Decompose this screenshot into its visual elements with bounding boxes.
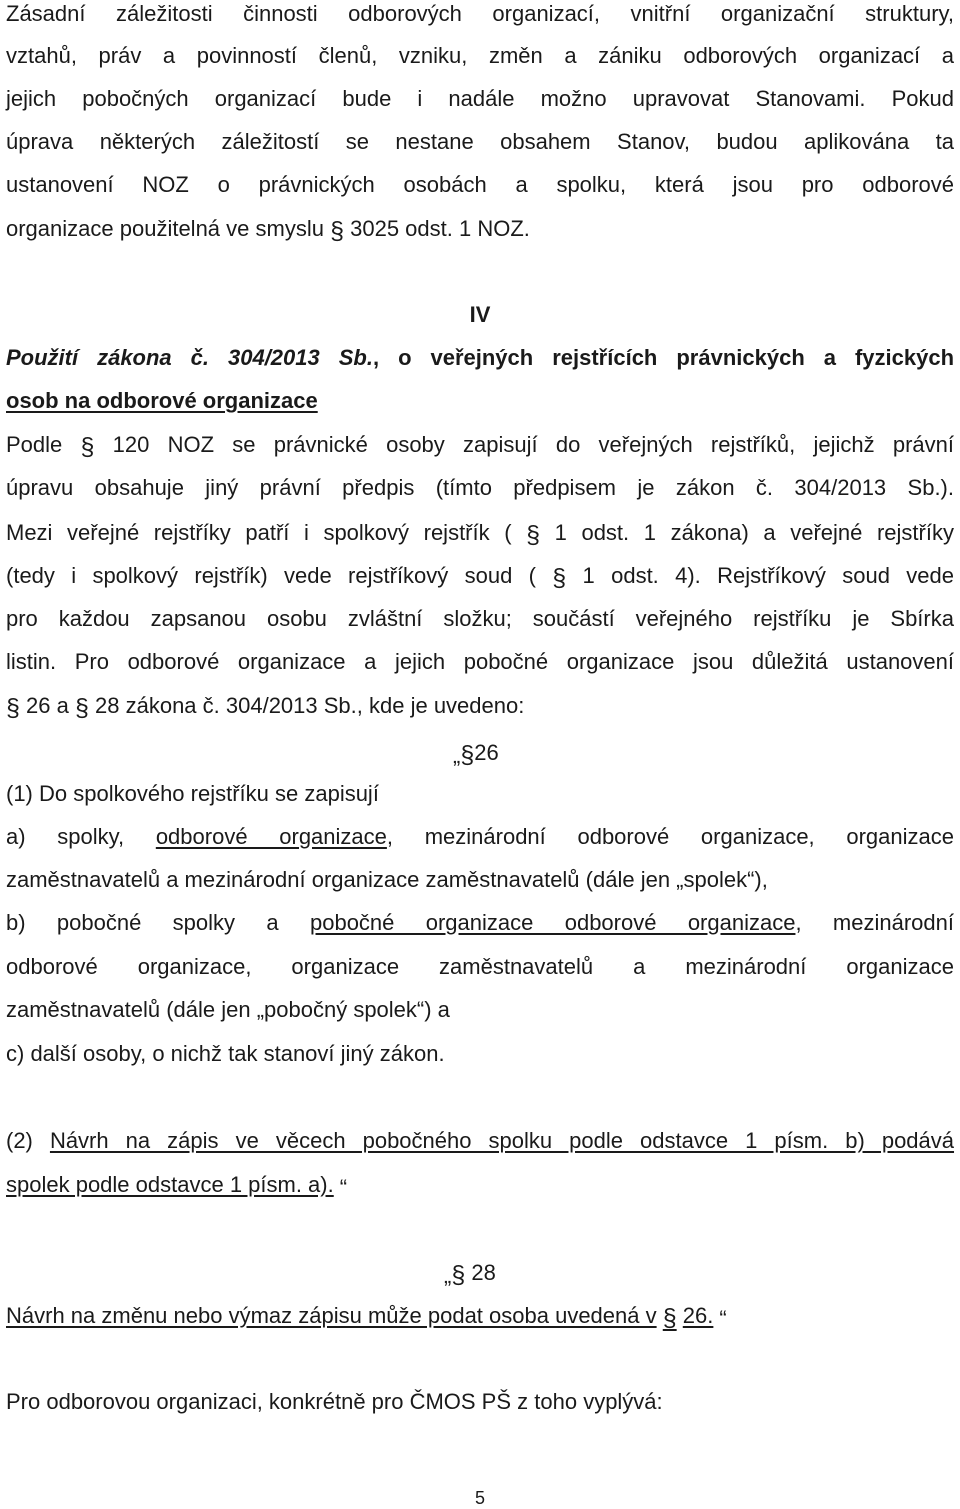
section-sign-icon: §	[662, 1304, 677, 1332]
section-title-law: Použití zákona č. 304/2013 Sb.	[6, 345, 373, 370]
intro-line-6	[6, 214, 954, 243]
body-line-5: pro každou zapsanou osobu zvláštní složku; součástí veřejného rejstříku je Sbírka	[6, 606, 954, 631]
intro-line-2: vztahů, práv a povinností členů, vzniku, změn a zániku odborových organizací a	[6, 43, 954, 68]
quote26-b-line-1	[6, 909, 954, 937]
section-title-rest: , o veřejných rejstřících právnických a fyzických	[372, 345, 955, 370]
body-line-3	[6, 518, 954, 547]
quote28-underlined: Návrh na změnu nebo výmaz zápisu může podat osoba uvedená v	[6, 1303, 657, 1328]
quote26-par2-underlined-2: spolek podle odstavce 1 písm. a).	[6, 1172, 334, 1197]
quote28-underlined-2: 26.	[682, 1303, 714, 1328]
intro-line-4: úprava některých záležitostí se nestane obsahem Stanov, budou aplikována ta	[6, 129, 954, 154]
quote26-heading-number: 26	[474, 740, 499, 765]
section-title-line-2: osob na odborové organizace	[6, 388, 318, 413]
body-line-1-b: 120 NOZ se právnické osoby zapisují do veřejných rejstříků, jejichž právní	[112, 432, 954, 457]
quote28-heading	[444, 1258, 954, 1287]
quote26-a-line-1	[6, 823, 954, 851]
quote26-b-pre: b) pobočné spolky a	[6, 910, 310, 935]
quote26-close-mark: “	[339, 1175, 348, 1200]
body-line-4	[6, 561, 954, 590]
section-sign-icon: §	[460, 741, 475, 769]
intro-line-1: Zásadní záležitosti činnosti odborových organizací, vnitřní organizační struktury,	[6, 1, 954, 26]
quote26-par2-pre: (2)	[6, 1128, 50, 1153]
section-sign-icon: §	[6, 694, 20, 722]
section-number: IV	[469, 302, 491, 327]
section-sign-icon: §	[552, 564, 567, 592]
quote26-a-post: , mezinárodní odborové organizace, organizace	[386, 824, 954, 849]
quote26-intro: (1) Do spolkového rejstříku se zapisují	[6, 781, 379, 806]
quote28-text	[6, 1301, 954, 1330]
quote28-close-mark: “	[719, 1306, 727, 1331]
quote26-heading	[453, 738, 954, 767]
quote26-par2-underlined-1: Návrh na zápis ve věcech pobočného spolku podle odstavce 1 písm. b) podává	[49, 1128, 955, 1153]
quote28-heading-number: 28	[471, 1260, 496, 1285]
section-sign-icon: §	[80, 433, 95, 461]
intro-line-5: ustanovení NOZ o právnických osobách a spolku, která jsou pro odborové	[6, 172, 954, 197]
quote26-a-line-2: zaměstnavatelů a mezinárodní organizace zaměstnavatelů (dále jen „spolek“),	[6, 867, 768, 892]
quote26-a-underlined: odborové organizace	[155, 824, 387, 849]
page-number: 5	[474, 1488, 485, 1508]
body-line-7-a: 26 a	[26, 693, 69, 718]
body-line-1-a: Podle	[6, 432, 63, 457]
intro-line-6-text: organizace použitelná ve smyslu	[6, 216, 324, 241]
quote26-b-underlined: pobočné organizace odborové organizace	[309, 910, 796, 935]
quote26-open-mark: „	[453, 743, 461, 768]
body-line-1	[6, 430, 954, 459]
section-sign-icon: §	[526, 521, 541, 549]
intro-line-6-ref: 3025 odst. 1 NOZ.	[350, 216, 530, 241]
section-sign-icon: §	[74, 694, 89, 722]
body-line-4-b: 1 odst. 4). Rejstříkový soud vede	[582, 563, 954, 588]
body-line-3-a: Mezi veřejné rejstříky patří i spolkový rejstřík (	[6, 520, 512, 545]
quote26-b-post: , mezinárodní	[795, 910, 954, 935]
quote26-b-line-3: zaměstnavatelů (dále jen „pobočný spolek“) a	[6, 997, 450, 1022]
body-line-6: listin. Pro odborové organizace a jejich pobočné organizace jsou důležitá ustanovení	[6, 649, 954, 674]
body-line-4-a: (tedy i spolkový rejstřík) vede rejstříkový soud (	[6, 563, 536, 588]
quote26-a-pre: a) spolky,	[6, 824, 156, 849]
section-title-line-1	[6, 344, 954, 372]
quote26-b-line-2: odborové organizace, organizace zaměstnavatelů a mezinárodní organizace	[6, 954, 954, 979]
quote26-par2-line-2	[6, 1171, 954, 1199]
intro-line-3: jejich pobočných organizací bude i nadále možno upravovat Stanovami. Pokud	[6, 86, 954, 111]
body-line-3-b: 1 odst. 1 zákona) a veřejné rejstříky	[554, 520, 954, 545]
body-line-7	[6, 691, 954, 720]
section-sign-icon: §	[330, 217, 344, 245]
body-line-2: úpravu obsahuje jiný právní předpis (tímto předpisem je zákon č. 304/2013 Sb.).	[6, 475, 954, 500]
quote28-open-mark: „	[444, 1263, 452, 1288]
body-line-7-b: 28 zákona č. 304/2013 Sb., kde je uvedeno:	[95, 693, 525, 718]
quote26-c: c) další osoby, o nichž tak stanoví jiný zákon.	[6, 1041, 445, 1066]
closing-line: Pro odborovou organizaci, konkrétně pro ČMOS PŠ z toho vyplývá:	[6, 1389, 663, 1414]
quote26-par2-line-1	[6, 1127, 954, 1155]
section-sign-icon: §	[451, 1261, 466, 1289]
